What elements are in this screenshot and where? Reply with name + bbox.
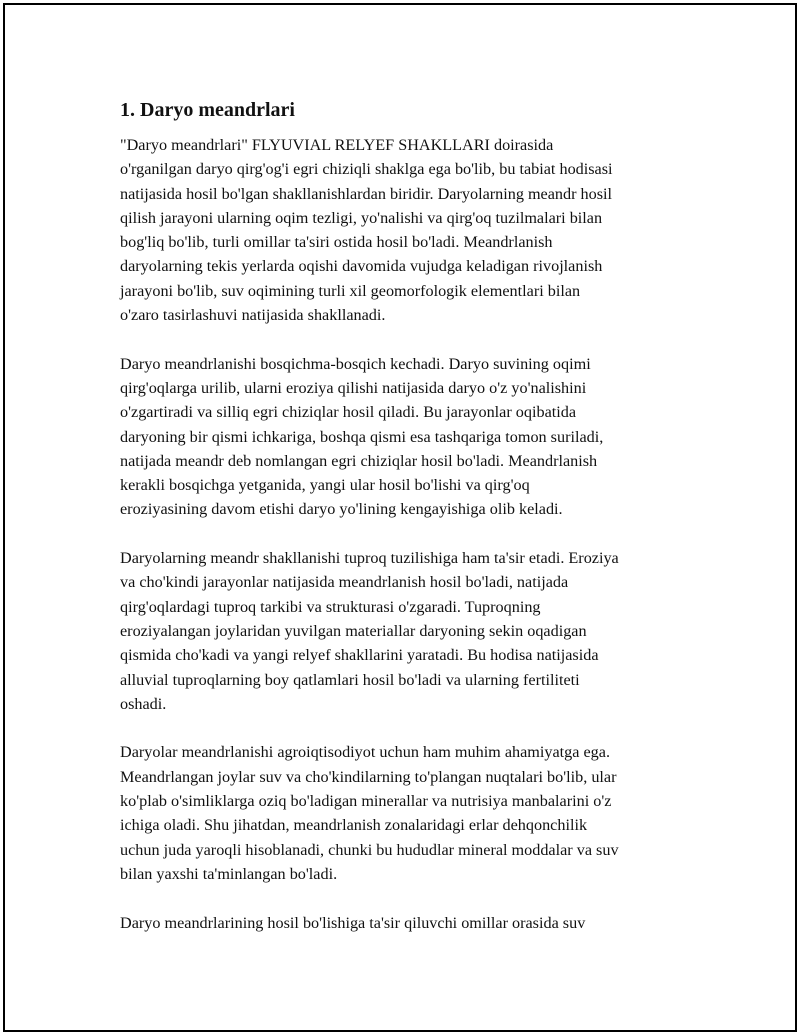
paragraph-1: "Daryo meandrlari" FLYUVIAL RELYEF SHAKLLARI doirasida o'rganilgan daryo qirg'og'i egri chiziqli shaklga ega bo'lib, bu tabiat hodisasi natijasida hosil bo'lgan shakllanishlardan biridir. Daryolarning meandr hosil qilish jarayoni ularning oqim tezligi, yo'nalishi va qirg'oq tuzilmalari bilan bog'liq bo'lib, turli omillar ta'siri ostida hosil bo'ladi. Meandrlanish daryolarning tekis yerlarda oqishi davomida vujudga keladigan rivojlanish jarayoni bo'lib, suv oqimining turli xil geomorfologik elementlari bilan o'zaro tasirlashuvi natijasida shakllanadi.: [120, 136, 613, 325]
paragraph-4: Daryolar meandrlanishi agroiqtisodiyot uchun ham muhim ahamiyatga ega. Meandrlangan joylar suv va cho'kindilarning to'plangan nuqtalari bo'lib, ular ko'plab o'simliklarga oziq bo'ladigan minerallar va nutrisiya manbalarini o'z ichiga oladi. Shu jihatdan, meandrlanish zonalaridagi erlar dehqonchilik uchun juda yaroqli hisoblanadi, chunki bu hududlar mineral moddalar va suv bilan yaxshi ta'minlangan bo'ladi.: [120, 743, 619, 883]
paragraph-2: Daryo meandrlanishi bosqichma-bosqich kechadi. Daryo suvining oqimi qirg'oqlarga urilib, ularni eroziya qilishi natijasida daryo o'z yo'nalishini o'zgartiradi va silliq egri chiziqlar hosil qiladi. Bu jarayonlar oqibatida daryoning bir qismi ichkariga, boshqa qismi esa tashqariga tomon suriladi, natijada meandr deb nomlangan egri chiziqlar hosil bo'ladi. Meandrlanish kerakli bosqichga yetganida, yangi ular hosil bo'lishi va qirg'oq eroziyasining davom etishi daryo yo'lining kengayishiga olib keladi.: [120, 354, 604, 519]
document-body: [120, 97, 700, 959]
paragraph-3: Daryolarning meandr shakllanishi tuproq tuzilishiga ham ta'sir etadi. Eroziya va cho'kindi jarayonlar natijasida meandrlanish hosil bo'ladi, natijada qirg'oqlardagi tuproq tarkibi va strukturasi o'zgaradi. Tuproqning eroziyalangan joylaridan yuvilgan materiallar daryoning sekin oqadigan qismida cho'kadi va yangi relyef shakllarini yaratadi. Bu hodisa natijasida alluvial tuproqlarning boy qatlamlari hosil bo'ladi va ularning fertiliteti oshadi.: [120, 549, 619, 713]
paragraph-5: Daryo meandrlarining hosil bo'lishiga ta'sir qiluvchi omillar orasida suv: [120, 913, 586, 932]
section-heading: 1. Daryo meandrlari: [120, 99, 295, 121]
page-frame: [3, 3, 797, 1032]
